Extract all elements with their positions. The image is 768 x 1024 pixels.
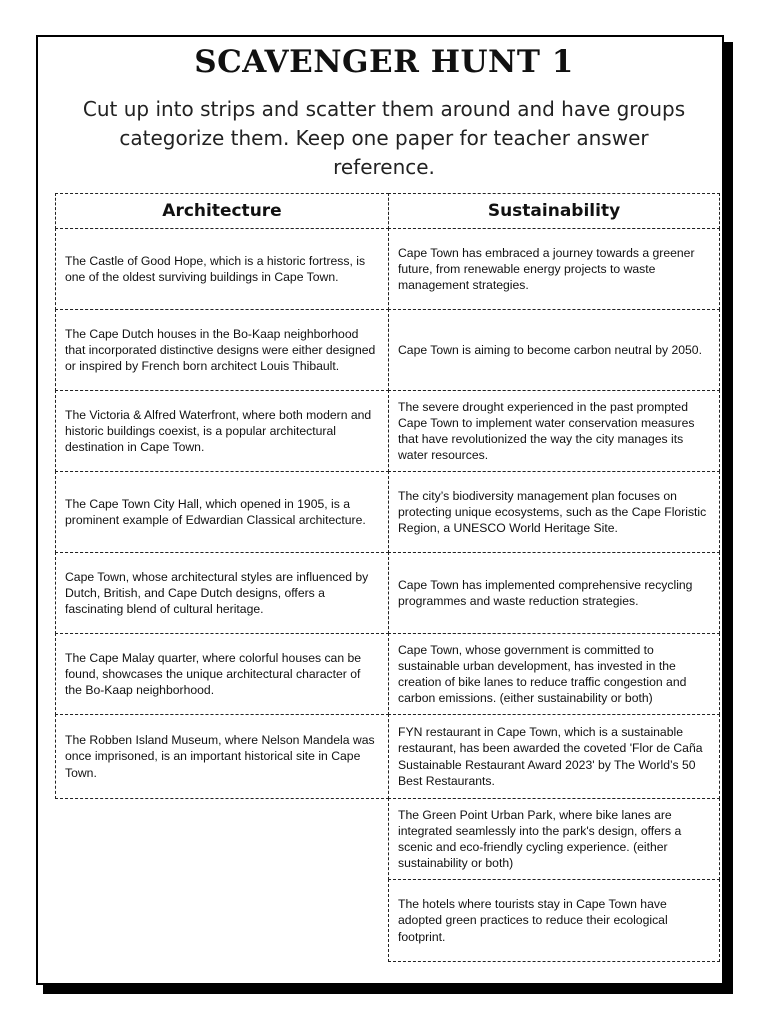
sustainability-strip-3: The severe drought experienced in the past prompted Cape Town to implement water conservation measures that have revolutionized the way the city manages its water resources. xyxy=(388,390,720,472)
architecture-strip-1: The Castle of Good Hope, which is a historic fortress, is one of the oldest surviving buildings in Cape Town. xyxy=(55,228,389,310)
sustainability-strip-2: Cape Town is aiming to become carbon neutral by 2050. xyxy=(388,309,720,391)
sustainability-strip-9: The hotels where tourists stay in Cape Town have adopted green practices to reduce their ecological footprint. xyxy=(388,879,720,962)
sustainability-strip-1: Cape Town has embraced a journey towards a greener future, from renewable energy projects to waste management strategies. xyxy=(388,228,720,310)
sustainability-strip-7: FYN restaurant in Cape Town, which is a sustainable restaurant, has been awarded the coveted 'Flor de Caña Sustainable Restaurant Award 2023' by The World’s 50 Best Restaurants. xyxy=(388,714,720,799)
worksheet-title: SCAVENGER HUNT 1 xyxy=(194,44,574,80)
sustainability-header: Sustainability xyxy=(388,193,720,229)
architecture-strip-2: The Cape Dutch houses in the Bo-Kaap neighborhood that incorporated distinctive designs were either designed or inspired by French born architect Louis Thibault. xyxy=(55,309,389,391)
architecture-strip-3: The Victoria & Alfred Waterfront, where both modern and historic buildings coexist, is a popular architectural destination in Cape Town. xyxy=(55,390,389,472)
sustainability-strip-8: The Green Point Urban Park, where bike lanes are integrated seamlessly into the park's design, offers a scenic and eco-friendly cycling experience. (either sustainability or both) xyxy=(388,798,720,880)
architecture-strip-4: The Cape Town City Hall, which opened in 1905, is a prominent example of Edwardian Classical architecture. xyxy=(55,471,389,553)
architecture-strip-6: The Cape Malay quarter, where colorful houses can be found, showcases the unique architectural character of the Bo-Kaap neighborhood. xyxy=(55,633,389,715)
sustainability-strip-5: Cape Town has implemented comprehensive recycling programmes and waste reduction strategies. xyxy=(388,552,720,634)
architecture-strip-7: The Robben Island Museum, where Nelson Mandela was once imprisoned, is an important historical site in Cape Town. xyxy=(55,714,389,799)
sustainability-strip-4: The city’s biodiversity management plan focuses on protecting unique ecosystems, such as the Cape Floristic Region, a UNESCO World Heritage Site. xyxy=(388,471,720,553)
worksheet-instructions: Cut up into strips and scatter them around and have groups categorize them. Keep one paper for teacher answer reference. xyxy=(82,97,686,179)
sustainability-strip-6: Cape Town, whose government is committed to sustainable urban development, has invested in the creation of bike lanes to reduce traffic congestion and carbon emissions. (either sustainability or both) xyxy=(388,633,720,715)
architecture-strip-5: Cape Town, whose architectural styles are influenced by Dutch, British, and Cape Dutch designs, offers a fascinating blend of cultural heritage. xyxy=(55,552,389,634)
architecture-header: Architecture xyxy=(55,193,389,229)
